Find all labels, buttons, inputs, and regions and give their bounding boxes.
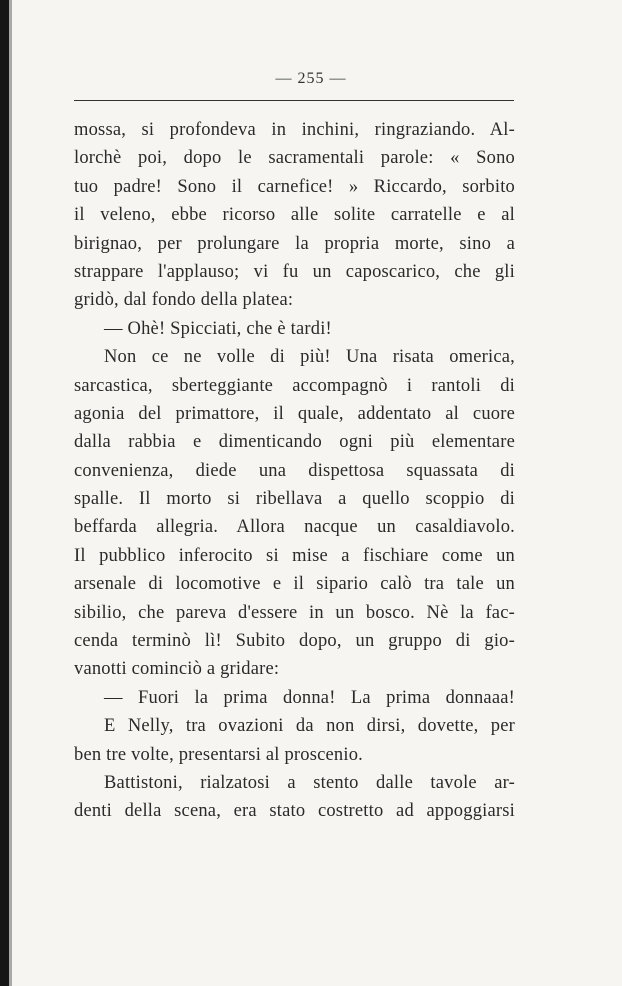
text-line: Non ce ne volle di più! Una risata omerica, (104, 347, 515, 368)
text-line: sarcastica, sberteggiante accompagnò i rantoli di (74, 375, 515, 396)
page-number: — 255 — (275, 70, 347, 87)
text-line: E Nelly, tra ovazioni da non dirsi, dovette, per (104, 716, 515, 737)
text-line: — Ohè! Spicciati, che è tardi! (104, 318, 332, 339)
text-line: vanotti cominciò a gridare: (74, 659, 280, 680)
text-line: Il pubblico inferocito si mise a fischiare come un (74, 545, 515, 566)
text-line: birignao, per prolungare la propria morte, sino a (74, 233, 515, 254)
text-line: strappare l'applauso; vi fu un caposcarico, che gli (74, 261, 515, 282)
text-line: agonia del primattore, il quale, addentato al cuore (74, 403, 515, 424)
text-line: denti della scena, era stato costretto ad appoggiarsi (74, 801, 515, 822)
text-line: tuo padre! Sono il carnefice! » Riccardo, sorbito (74, 176, 515, 197)
text-line: convenienza, diede una dispettosa squassata di (74, 460, 515, 481)
text-line: il veleno, ebbe ricorso alle solite carratelle e al (74, 205, 515, 226)
text-line: spalle. Il morto si ribellava a quello scoppio di (74, 489, 515, 510)
text-line: ben tre volte, presentarsi al proscenio. (74, 744, 363, 765)
text-line: lorchè poi, dopo le sacramentali parole: « Sono (74, 148, 515, 169)
header-rule (74, 100, 514, 101)
text-line: arsenale di locomotive e il sipario calò tra tale un (74, 574, 515, 595)
book-spine-edge (9, 0, 12, 986)
text-line: sibilio, che pareva d'essere in un bosco. Nè la fac- (74, 602, 515, 623)
text-line: beffarda allegria. Allora nacque un casaldiavolo. (74, 517, 515, 538)
text-line: dalla rabbia e dimenticando ogni più elementare (74, 432, 515, 453)
book-spine-shadow (0, 0, 9, 986)
text-line: gridò, dal fondo della platea: (74, 290, 294, 311)
text-line: cenda terminò lì! Subito dopo, un gruppo di gio- (74, 631, 515, 652)
text-line: Battistoni, rialzatosi a stento dalle tavole ar- (104, 772, 515, 793)
text-line: — Fuori la prima donna! La prima donnaaa! (104, 687, 515, 708)
text-line: mossa, si profondeva in inchini, ringraziando. Al- (74, 120, 515, 140)
body-text (74, 116, 515, 826)
